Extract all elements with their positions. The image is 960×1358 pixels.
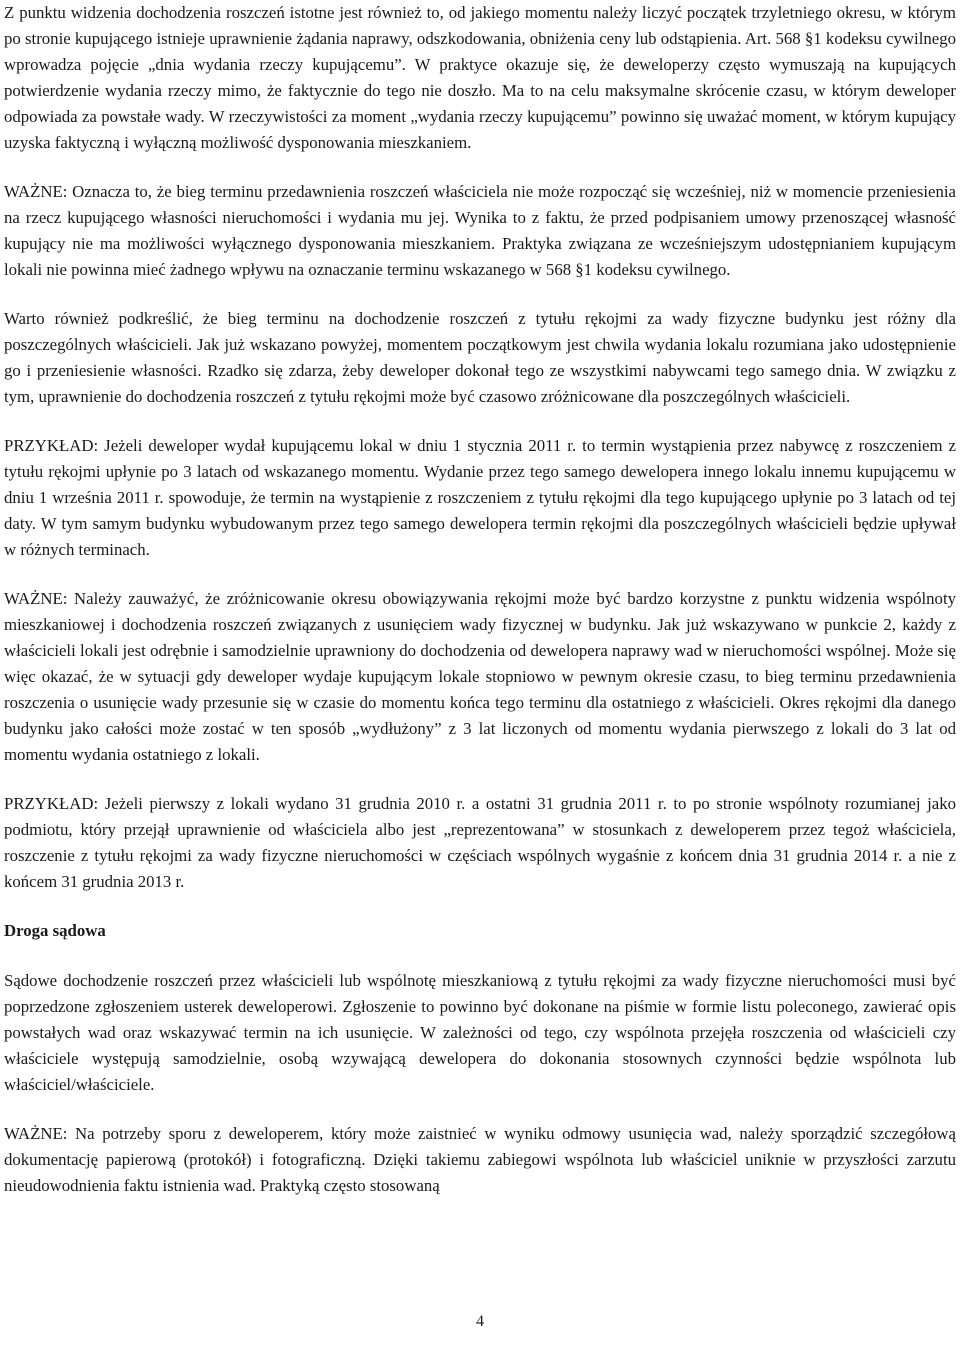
paragraph-wazne-zroznicowanie: WAŻNE: Należy zauważyć, że zróżnicowanie okresu obowiązywania rękojmi może być bardzo korzystne z punktu widzenia wspólnoty mieszkaniowej i dochodzenia roszczeń związanych z usunięciem wady fizycznej w budynku. Jak już wskazywano w punkcie 2, każdy z właścicieli lokali jest odrębnie i samodzielnie uprawniony do dochodzenia od dewelopera naprawy wad w nieruchomości wspólnej. Może się więc okazać, że w sytuacji gdy deweloper wydaje kupującym lokale stopniowo w pewnym okresie czasu, to bieg terminu przedawnienia roszczenia o usunięcie wady przesunie się w czasie do momentu końca tego terminu dla ostatniego z właścicieli. Okres rękojmi dla danego budynku jako całości może zostać w ten sposób „wydłużony” z 3 lat liczonych od momentu wydania pierwszego z lokali do 3 lat od momentu wydania ostatniego z lokali. bbox=[4, 589, 956, 764]
paragraph-wazne-przedawnienie: WAŻNE: Oznacza to, że bieg terminu przedawnienia roszczeń właściciela nie może rozpocząć się wcześniej, niż w momencie przeniesienia na rzecz kupującego własności nieruchomości i wydania mu jej. Wynika to z faktu, że przed podpisaniem umowy przenoszącej własność kupujący nie ma możliwości wyłącznego dysponowania mieszkaniem. Praktyka związana ze wcześniejszym udostępnianiem kupującym lokali nie powinna mieć żadnego wpływu na oznaczanie terminu wskazanego w 568 §1 kodeksu cywilnego. bbox=[4, 182, 956, 279]
paragraph-wazne-spor: WAŻNE: Na potrzeby sporu z deweloperem, który może zaistnieć w wyniku odmowy usunięcia wad, należy sporządzić szczegółową dokumentację papierową (protokół) i fotograficzną. Dzięki takiemu zabiegowi wspólnota lub właściciel uniknie w przyszłości zarzutu nieudowodnienia faktu istnienia wad. Praktyką często stosowaną bbox=[4, 1124, 956, 1195]
document-page bbox=[4, 0, 956, 1222]
paragraph-rekojmi-start: Z punktu widzenia dochodzenia roszczeń istotne jest również to, od jakiego momentu należy liczyć początek trzyletniego okresu, w którym po stronie kupującego istnieje uprawnienie żądania naprawy, odszkodowania, obniżenia ceny lub odstąpienia. Art. 568 §1 kodeksu cywilnego wprowadza pojęcie „dnia wydania rzeczy kupującemu”. W praktyce okazuje się, że deweloperzy często wymuszają na kupujących potwierdzenie wydania rzeczy mimo, że faktycznie do tego nie doszło. Ma to na celu maksymalne skrócenie czasu, w którym deweloper odpowiada za powstałe wady. W rzeczywistości za moment „wydania rzeczy kupującemu” powinno się uważać moment, w którym kupujący uzyska faktyczną i wyłączną możliwość dysponowania mieszkaniem. bbox=[4, 3, 956, 152]
paragraph-przyklad-1: PRZYKŁAD: Jeżeli deweloper wydał kupującemu lokal w dniu 1 stycznia 2011 r. to termin wystąpienia przez nabywcę z roszczeniem z tytułu rękojmi upłynie po 3 latach od wskazanego momentu. Wydanie przez tego samego dewelopera innego lokalu innemu kupującemu w dniu 1 września 2011 r. spowoduje, że termin na wystąpienie z roszczeniem z tytułu rękojmi dla tego kupującego upłynie po 3 latach od tej daty. W tym samym budynku wybudowanym przez tego samego dewelopera termin rękojmi dla poszczególnych właścicieli będzie upływał w różnych terminach. bbox=[4, 436, 956, 559]
page-number: 4 bbox=[476, 1313, 484, 1330]
paragraph-przyklad-2: PRZYKŁAD: Jeżeli pierwszy z lokali wydano 31 grudnia 2010 r. a ostatni 31 grudnia 2011 r. to po stronie wspólnoty rozumianej jako podmiotu, który przejął uprawnienie od właściciela albo jest „reprezentowana” w stosunkach z deweloperem przez tegoż właściciela, roszczenie z tytułu rękojmi za wady fizyczne nieruchomości w częściach wspólnych wygaśnie z końcem dnia 31 grudnia 2014 r. a nie z końcem 31 grudnia 2013 r. bbox=[4, 794, 956, 891]
paragraph-sadowe-dochodzenie: Sądowe dochodzenie roszczeń przez właścicieli lub wspólnotę mieszkaniową z tytułu rękojmi za wady fizyczne nieruchomości musi być poprzedzone zgłoszeniem usterek deweloperowi. Zgłoszenie to powinno być dokonane na piśmie w formie listu poleconego, zawierać opis powstałych wad oraz wskazywać termin na ich usunięcie. W zależności od tego, czy wspólnota przejęła roszczenia od właścicieli czy właściciele występują samodzielnie, osobą wzywającą dewelopera do dokonania stosownych czynności będzie wspólnota lub właściciel/właściciele. bbox=[4, 971, 956, 1094]
paragraph-bieg-terminu: Warto również podkreślić, że bieg terminu na dochodzenie roszczeń z tytułu rękojmi za wady fizyczne budynku jest różny dla poszczególnych właścicieli. Jak już wskazano powyżej, momentem początkowym jest chwila wydania lokalu rozumiana jako udostępnienie go i przeniesienie własności. Rzadko się zdarza, żeby deweloper dokonał tego ze wszystkimi nabywcami tego samego dnia. W związku z tym, uprawnienie do dochodzenia roszczeń z tytułu rękojmi może być czasowo zróżnicowane dla poszczególnych właścicieli. bbox=[4, 309, 956, 406]
section-heading: Droga sądowa bbox=[4, 921, 106, 940]
